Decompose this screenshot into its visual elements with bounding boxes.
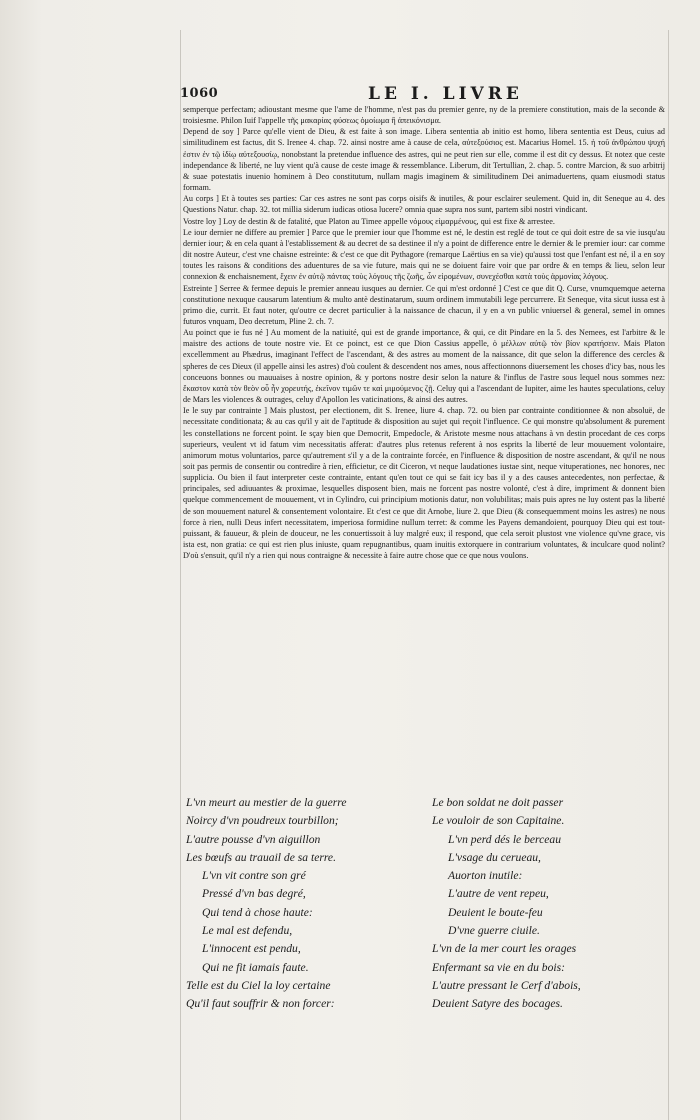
page-header <box>180 86 670 106</box>
poem-line: Le bon soldat ne doit passer <box>432 796 564 809</box>
commentary-paragraph: Au corps ] Et à toutes ses parties: Car ces astres ne sont pas corps oisifs & inutiles, & pour esclairer seulement. Quid in, dit Seneque au 4. des Questions Natur. chap. 32. tot millia siderum iudicas otiosa lucere? omnia quae supra nos sunt, partem sibi nostri vindicant. <box>183 194 665 215</box>
poem-line: L'vsage du cerueau, <box>448 850 541 864</box>
poem-line: Qui ne fit iamais faute. <box>202 960 309 974</box>
commentary-paragraph: Ie le suy par contrainte ] Mais plustost, per electionem, dit S. Irenee, liure 4. chap. 72. ou bien par contrainte conditionnee & non absoluë, de necessitate conditionata; & au cas qu'il y ait de l'aptitude & disposition au sujet qui reçoit l'influence. Ce qui monstre qu'absolument & purement les constellations ne forcent point. Ie sçay bien que Democrit, Empedocle, & Aristote mesme nous attachans à vn destin procedant de ces corps superieurs, veulent vt id fatum vim necessitatis afferat: d'autres plus retenus referent à nos esprits la liberté de leur mouuement volontaire, animorum motus voluntarios, parce qu'autrement s'il y a de la contrainte forcée, en l'influence & disposition de nostre ascendant, & qu'il ne nous soit pas permis de consentir ou contredire à rien, efficietur, ce dit Ciceron, vt neque laudationes iustae sint, neque vituperationes, nec honores, nec supplicia. Ou bien il faut interpreter ceste contrainte, entant qu'en tout ce qui se fait icy bas il y a des causes antecedentes, non perfectae, & principales, sed adiuuantes & proximae, lesquelles disposent bien, mais ne forcent pas nostre volonté, c'est à dire, impriment & donnent bien quelque commencement de mouuement, vt in Cylindro, cui principium motionis datur, non volubilitas; mais puis apres ne luy ostent pas la liberté de son mouuement naturel & consentement volontaire. Et c'est ce que dit Arnobe, liure 2. que Dieu (& consequemment moins les astres) ne nous force à rien, nulli Deus infert necessitatem, imperiosa formidine nullum terret: & comme les Payens demandoient, pourquoy Dieu qui est tout-puissant, & fauueur, & plein de douceur, ne les conuertissoit à luy malgré eux; il respond, que cela seroit plustost vne violence qu'vne grace, vis ista est, non gratia: ce qui est rien plus iniuste, quam repugnantibus, quam inuitis extorquere in contrarium voluntates, & inculcare quod nolint? D'où s'ensuit, qu'il n'y a rien qui nous contraigne & necessite à faire autre chose que ce que nous voulons. <box>183 406 665 561</box>
poem-line: Auorton inutile: <box>448 869 523 883</box>
poem-line: Noircy d'vn poudreux tourbillon; <box>186 814 339 828</box>
poem-line: Qu'il faut souffrir & non forcer: <box>186 997 335 1011</box>
commentary-paragraph: Au poinct que ie fus né ] Au moment de la natiuité, qui est de grande importance, & qui, ce dit Pindare en la 5. des Nemees, est l'arbitre & le maistre des actions de toute nostre vie. Et ce poinct, est ce que Dion Cassius appelle, ὁ μέλλων αὐτῷ τὸν βίον κρατήσειν. Mais Platon excellemment au Phædrus, imaginant l'effect de l'ascendant, & des astres au moment de la naissance, dit que selon la difference des cercles & spheres de ces Dieux (il appelle ainsi les astres) d'où coulent & descendent nos ames, nous affectionnons diuersement les choses d'icy bas, nous les conceuons bonnes ou mauuaises à nostre opinion, & y portons nostre desir selon la nature & l'influs de l'astre sous lequel nous sommes nez: ἕκαστον κατὰ τὸν θεὸν οὗ ἦν χορευτής, ἐκεῖνον τιμῶν τε καὶ μιμούμενος ζῇ. Celuy qui a l'ascendant de Iupiter, aime les hautes speculations, celuy de Mars les violences & outrages, celuy d'Apollon les vaticinations, & ainsi des autres. <box>183 328 665 405</box>
running-title: LE I. LIVRE <box>368 84 523 104</box>
poem-line: Deuient Satyre des bocages. <box>432 997 563 1011</box>
poem-line: Les bœufs au trauail de sa terre. <box>186 850 336 864</box>
poem-line: L'innocent est pendu, <box>202 942 301 956</box>
poem-line: L'vn meurt au mestier de la guerre <box>186 796 347 809</box>
poem-line: Deuient le boute-feu <box>448 905 543 919</box>
commentary-paragraph: Le iour dernier ne differe au premier ] Parce que le premier iour que l'homme est né, le destin est reglé de tout ce qui doit estre de sa vie iusqu'au dernier iour; & en cela quant à l'establissement & au decret de sa destinee il n'y a point de difference entre le dernier & le premier iour: car comme dit nostre Auteur, c'est vne chaisne estreinte: & c'est ce que dit Pythagore (remarque Laërtius en sa vie) qu'aussi tost que l'enfant est né, il a en soy toutes les raisons & conditions des aduentures de sa vie future, mais qui ne se doiuent faire voir que par ordre & en temps & lieu, selon leur connexion & enchaisnement, ἔχειν ἐν αὐτῷ πάντας τοὺς λόγους τῆς ζωῆς, ὧν εἰρομένων, συνεχέσθαι κατὰ τοὺς ἁρμονίας λόγους. <box>183 227 665 282</box>
poem-line: Le mal est defendu, <box>202 924 293 938</box>
commentary-paragraph: Estreinte ] Serree & fermee depuis le premier anneau iusques au dernier. Ce qui m'est ordonné ] C'est ce que dit Q. Curse, vnumquemque aeterna constitutione nexuque causarum latentium & multo antè destinatarum, suum ordinem immutabili lege percurrere. Et Seneque, vita sicut iussa est à primo die, currit. Et faut noter, qu'outre ce decret particulier à la naissance de chacun, il y en a vn public vniuersel & general, semel in omnes futuros vnquam, Deo decretum, Pline 2. ch. 7. <box>183 283 665 326</box>
poem-line: L'vn perd dés le berceau <box>448 832 562 846</box>
poem-line: Enfermant sa vie en du bois: <box>432 960 565 974</box>
poem-line: L'vn vit contre son gré <box>202 869 306 883</box>
poem-line: L'autre de vent repeu, <box>448 887 549 901</box>
poem-line: Pressé d'vn bas degré, <box>202 887 306 901</box>
poem-line: Telle est du Ciel la loy certaine <box>186 978 331 992</box>
poem-line: Le vouloir de son Capitaine. <box>432 814 565 828</box>
poem-line: L'autre pressant le Cerf d'abois, <box>432 978 581 992</box>
commentary-paragraph: semperque perfectam; adioustant mesme que l'ame de l'homme, n'est pas du premier genre, ny de la premiere constitution, mais de la seconde & troisiesme. Philon Iuif l'appelle τῆς μακαρίας φύσεως ὁμοίωμα ἢ ἀπεικόνισμα. <box>183 105 665 126</box>
poem-column-right <box>432 794 672 1014</box>
page-number: 1060 <box>180 86 219 101</box>
commentary-paragraph: Depend de soy ] Parce qu'elle vient de Dieu, & est faite à son image. Libera sententia ab initio est homo, libera sententia est Deus, cuius ad similitudinem est factus, dit S. Irenee 4. chap. 72. ainsi nostre ame à cause de cela, αὐτεξούσιος est. Macarius Homel. 15. ἡ τοῦ ἀνθρώπου ψυχή ἐστιν ἐν τῷ ἰδίῳ αὐτεξουσίῳ, nonobstant la pretendue influence des astres, qui ne peut rien sur elle, comme il est dit cy dessus. Et notez que ceste independance & liberté, ne luy vient qu'à cause de ceste image & ressemblance. Liberum, dit Tertullian, 2. chap. 5. contre Marcion, & suo arbitrij & suae potestatis inuenio hominem à Deo constitutum, nullam magis imaginem & similitudinem Dei animaduertens, quam eiusmodi status formam. <box>183 127 665 193</box>
poem-column-left <box>186 794 426 1014</box>
commentary-text <box>183 104 665 561</box>
poem-line: Qui tend à chose haute: <box>202 905 313 919</box>
column-rule-left <box>180 30 181 1120</box>
poem-line: L'vn de la mer court les orages <box>432 942 577 956</box>
commentary-paragraph: Vostre loy ] Loy de destin & de fatalité, que Platon au Timee appelle νόμους εἱμαρμένους, qui est fixe & arrestee. <box>183 216 555 226</box>
poem-line: L'autre pousse d'vn aiguillon <box>186 832 321 846</box>
poem-line: D'vne guerre ciuile. <box>448 924 540 938</box>
